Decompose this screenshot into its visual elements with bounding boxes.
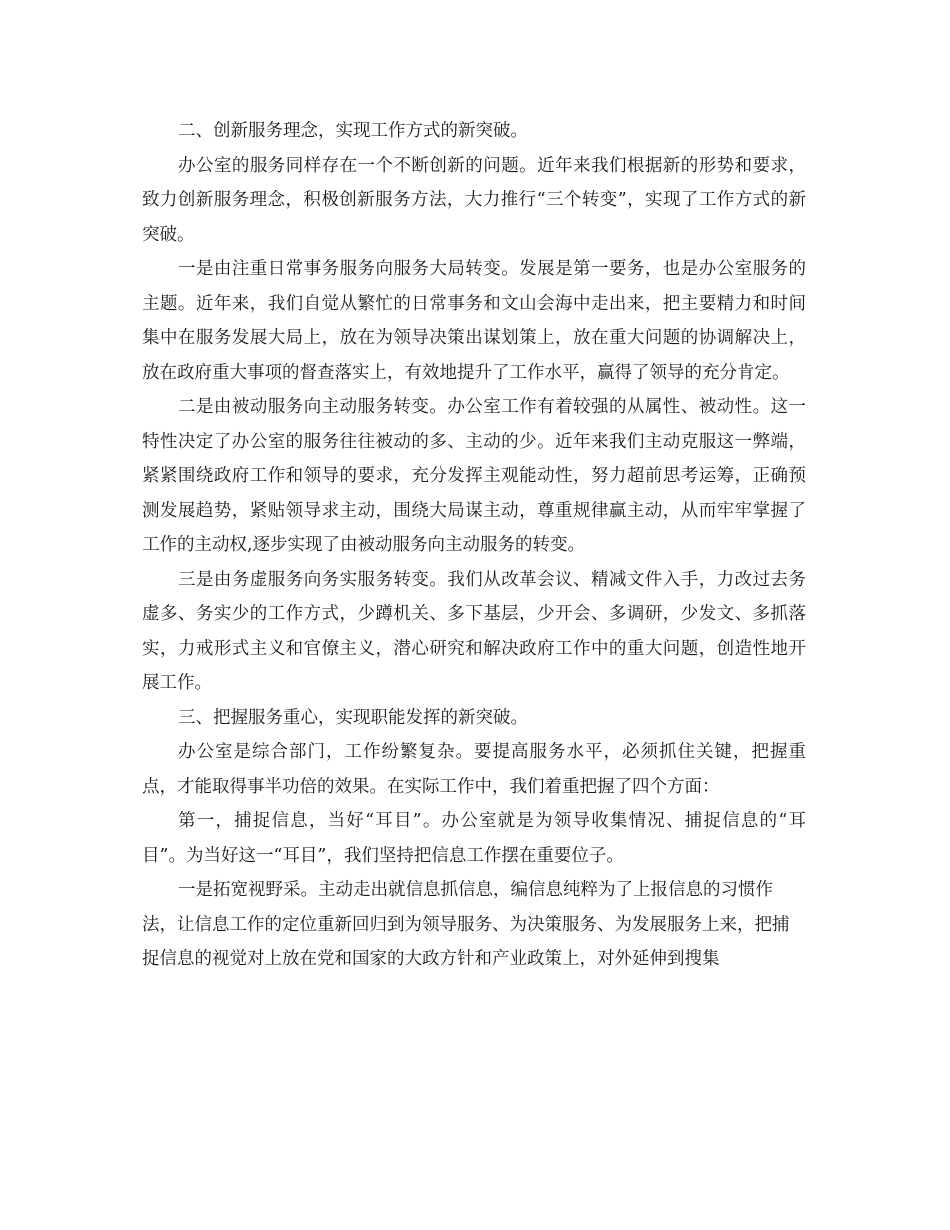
section-heading-2: 二、创新服务理念，实现工作方式的新突破。 xyxy=(178,121,528,141)
section-heading-3: 三、把握服务重心，实现职能发挥的新突破。 xyxy=(178,707,528,728)
document-page xyxy=(142,114,806,977)
paragraph-information: 第一，捕捉信息，当好“耳目”。办公室就是为领导收集情况、捕捉信息的“耳目”。为当好这一“耳目”，我们坚持把信息工作摆在重要位子。 xyxy=(142,811,806,866)
paragraph-broaden-view: 一是拓宽视野采。主动走出就信息抓信息，编信息纯粹为了上报信息的习惯作法，让信息工作的定位重新回归到为领导服务、为决策服务、为发展服务上来，把捕捉信息的视觉对上放在党和国家的大政方针和产业政策上，对外延伸到搜集 xyxy=(142,880,790,969)
paragraph-transition-1: 一是由注重日常事务服务向服务大局转变。发展是第一要务，也是办公室服务的主题。近年来，我们自觉从繁忙的日常事务和文山会海中走出来，把主要精力和时间集中在服务发展大局上，放在为领导决策出谋划策上，放在重大问题的协调解决上，放在政府重大事项的督查落实上，有效地提升了工作水平，赢得了领导的充分肯定。 xyxy=(142,259,806,383)
paragraph-transition-2: 二是由被动服务向主动服务转变。办公室工作有着较强的从属性、被动性。这一特性决定了办公室的服务往往被动的多、主动的少。近年来我们主动克服这一弊端，紧紧围绕政府工作和领导的要求，充分发挥主观能动性，努力超前思考运筹，正确预测发展趋势，紧贴领导求主动，围绕大局谋主动，尊重规律赢主动，从而牢牢掌握了工作的主动权,逐步实现了由被动服务向主动服务的转变。 xyxy=(142,397,806,555)
paragraph-intro: 办公室的服务同样存在一个不断创新的问题。近年来我们根据新的形势和要求，致力创新服务理念，积极创新服务方法，大力推行“三个转变”，实现了工作方式的新突破。 xyxy=(142,155,806,245)
paragraph-transition-3: 三是由务虚服务向务实服务转变。我们从改革会议、精减文件入手，力改过去务虚多、务实少的工作方式，少蹲机关、多下基层，少开会、多调研，少发文、多抓落实，力戒形式主义和官僚主义，潜心研究和解决政府工作中的重大问题，创造性地开展工作。 xyxy=(142,569,806,693)
paragraph-overview: 办公室是综合部门，工作纷繁复杂。要提高服务水平，必须抓住关键，把握重点，才能取得事半功倍的效果。在实际工作中，我们着重把握了四个方面： xyxy=(142,742,806,797)
